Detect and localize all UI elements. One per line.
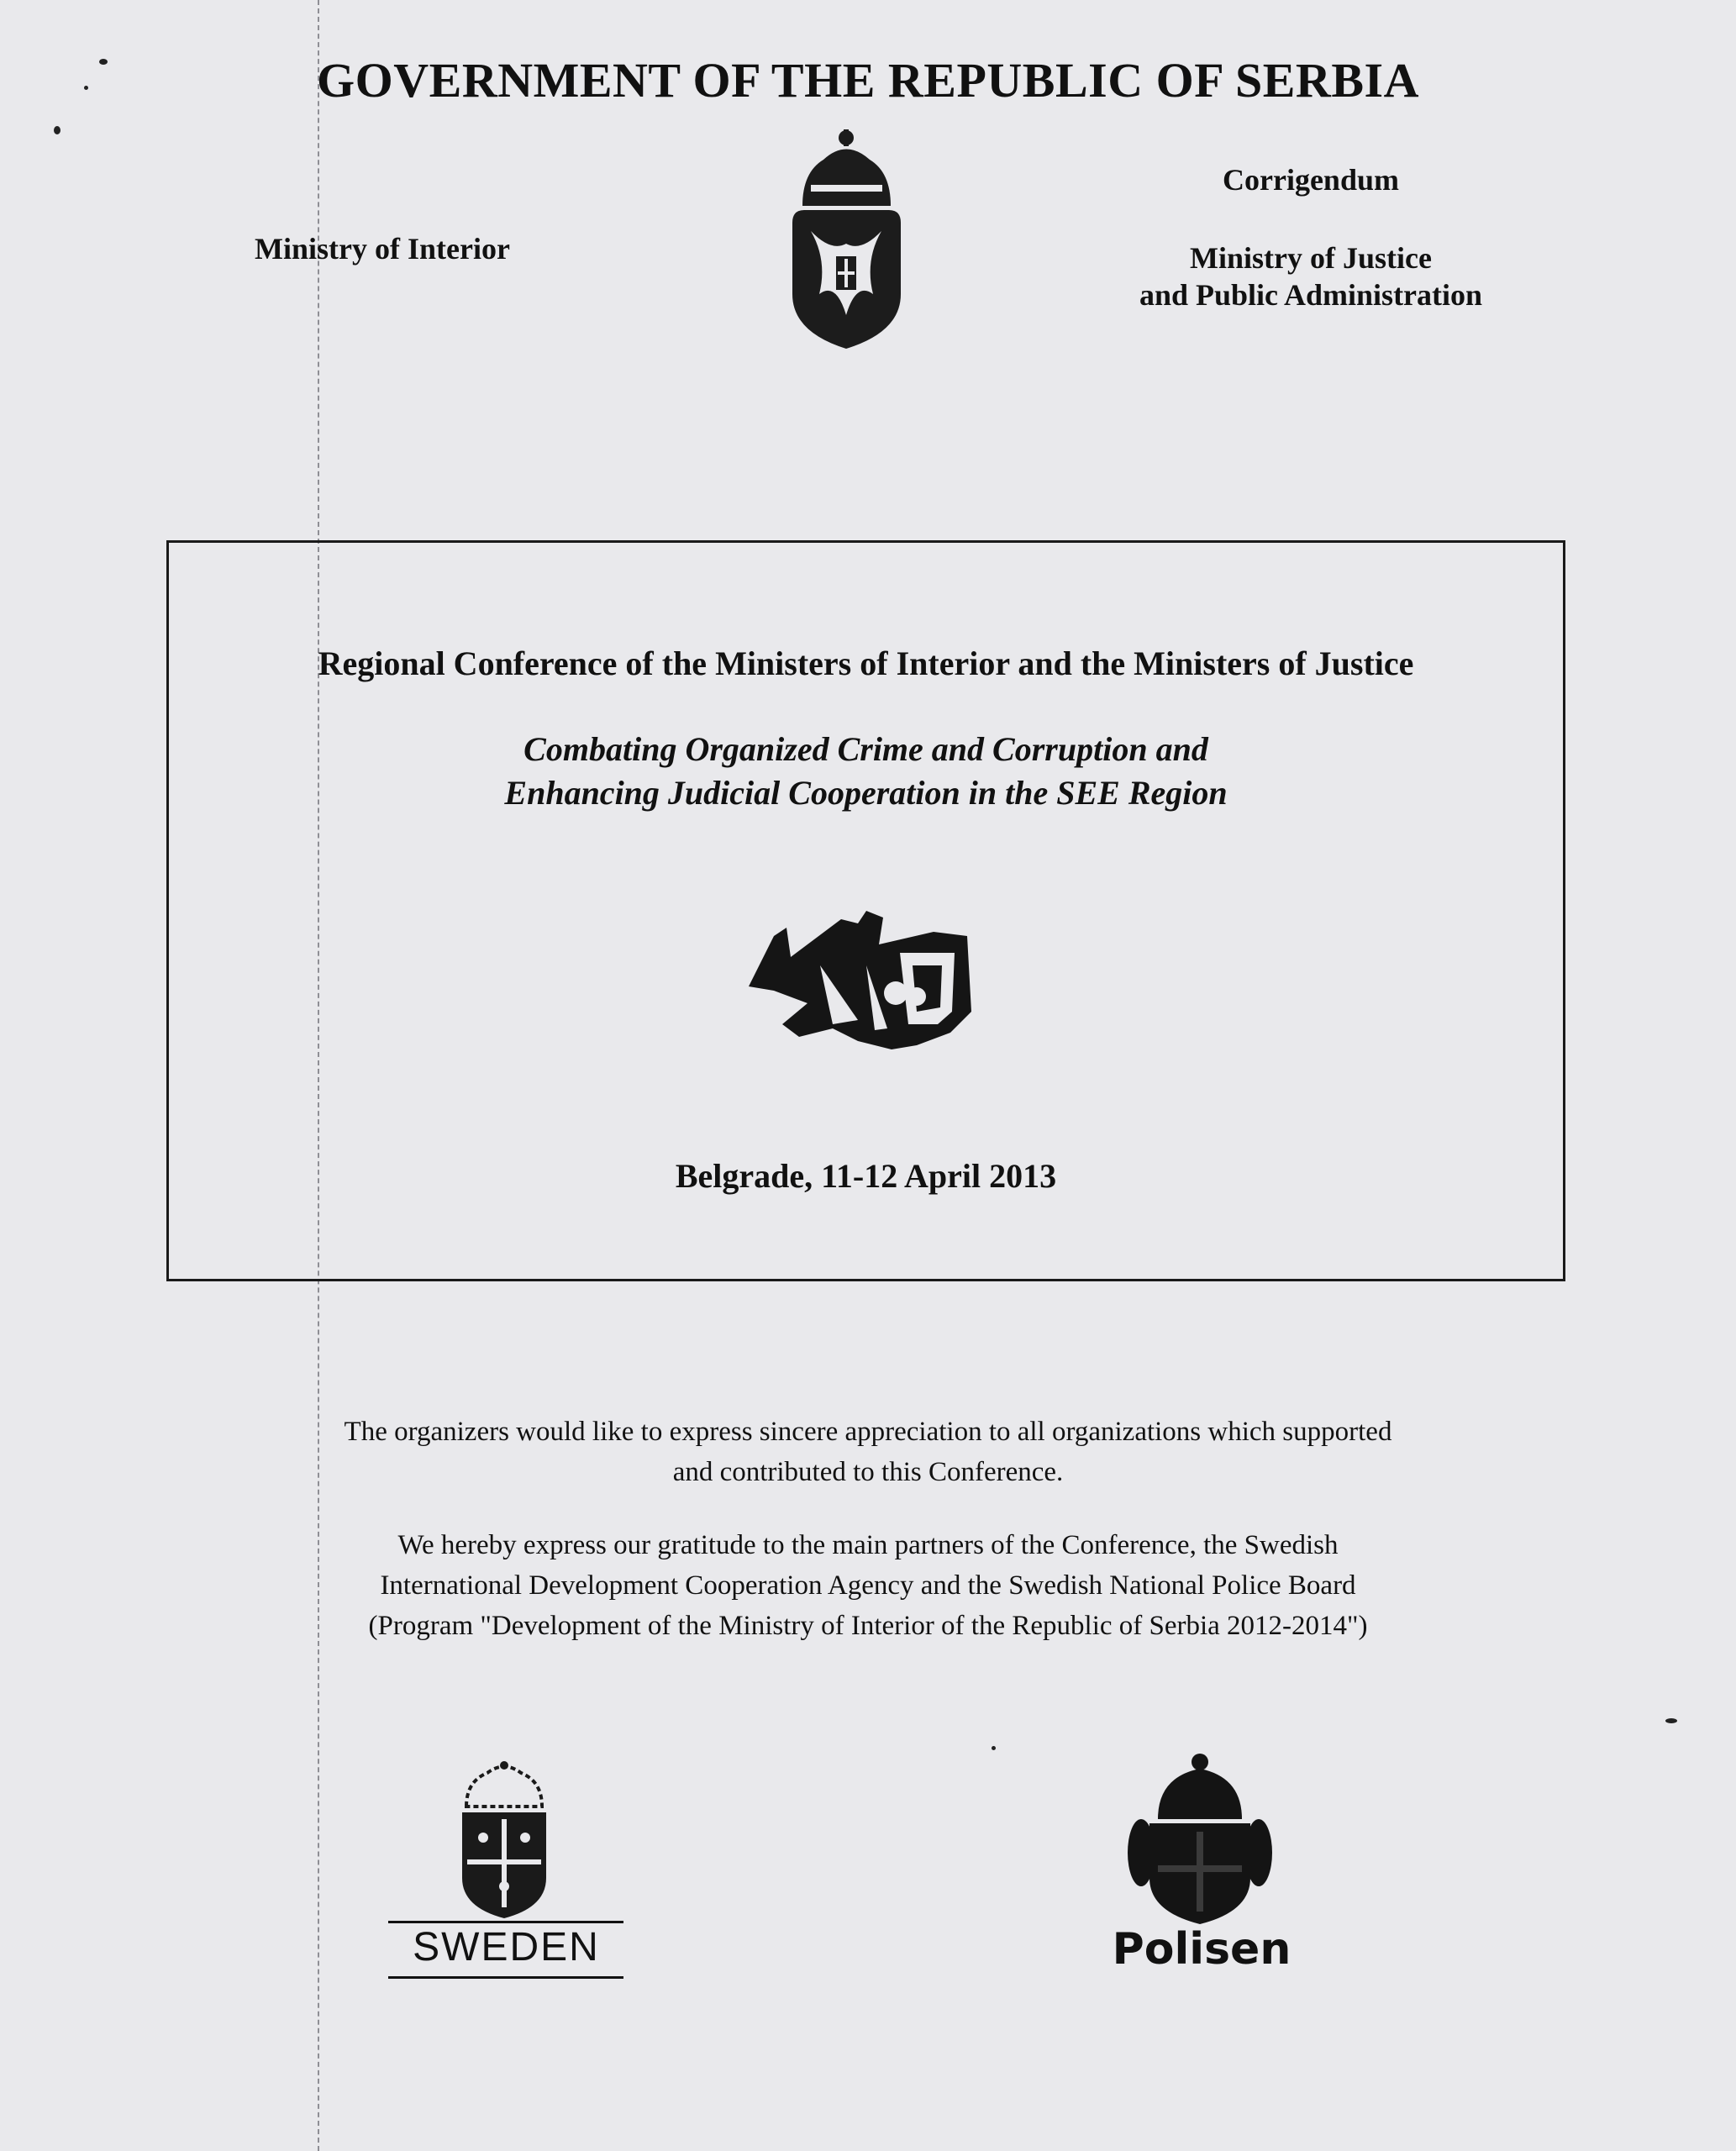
gratitude-paragraph [151, 1525, 1585, 1646]
polisen-logo-label: Polisen [1112, 1924, 1291, 1975]
gratitude-line2: International Development Cooperation Agency and the Swedish National Police Board [380, 1570, 1356, 1601]
conference-date: Belgrade, 11-12 April 2013 [675, 1157, 1057, 1195]
serbia-coat-of-arms-icon [786, 126, 907, 353]
sweden-crest-icon [454, 1760, 555, 1920]
justice-emblem-icon [740, 886, 992, 1054]
sweden-rule-top [388, 1921, 623, 1923]
scan-speck [992, 1746, 996, 1750]
appreciation-line2: and contributed to this Conference. [672, 1457, 1064, 1487]
corrigendum-label: Corrigendum [1223, 163, 1399, 197]
ministry-of-justice-label [1059, 239, 1563, 313]
sweden-rule-bottom [388, 1976, 623, 1979]
sweden-logo-label: SWEDEN [413, 1925, 600, 1970]
appreciation-paragraph [151, 1412, 1585, 1492]
polisen-crest-icon [1124, 1752, 1276, 1928]
ministry-of-interior-label: Ministry of Interior [255, 232, 510, 266]
ministry-right-line1: Ministry of Justice [1190, 241, 1432, 275]
page-title: GOVERNMENT OF THE REPUBLIC OF SERBIA [317, 53, 1419, 108]
conference-subtitle-line2: Enhancing Judicial Cooperation in the SEE Region [504, 774, 1228, 812]
conference-subtitle [169, 728, 1563, 815]
gratitude-line1: We hereby express our gratitude to the main partners of the Conference, the Swedish [397, 1530, 1339, 1560]
gratitude-line3: (Program "Development of the Ministry of Interior of the Republic of Serbia 2012-2014") [368, 1611, 1368, 1641]
scan-speck [54, 126, 60, 134]
conference-subtitle-line1: Combating Organized Crime and Corruption and [523, 730, 1208, 768]
conference-panel [166, 540, 1565, 1281]
ministry-right-line2: and Public Administration [1139, 278, 1483, 312]
conference-title: Regional Conference of the Ministers of Interior and the Ministers of Justice [318, 644, 1414, 682]
scan-speck [1665, 1718, 1677, 1723]
appreciation-line1: The organizers would like to express sincere appreciation to all organizations which supported [344, 1417, 1392, 1447]
